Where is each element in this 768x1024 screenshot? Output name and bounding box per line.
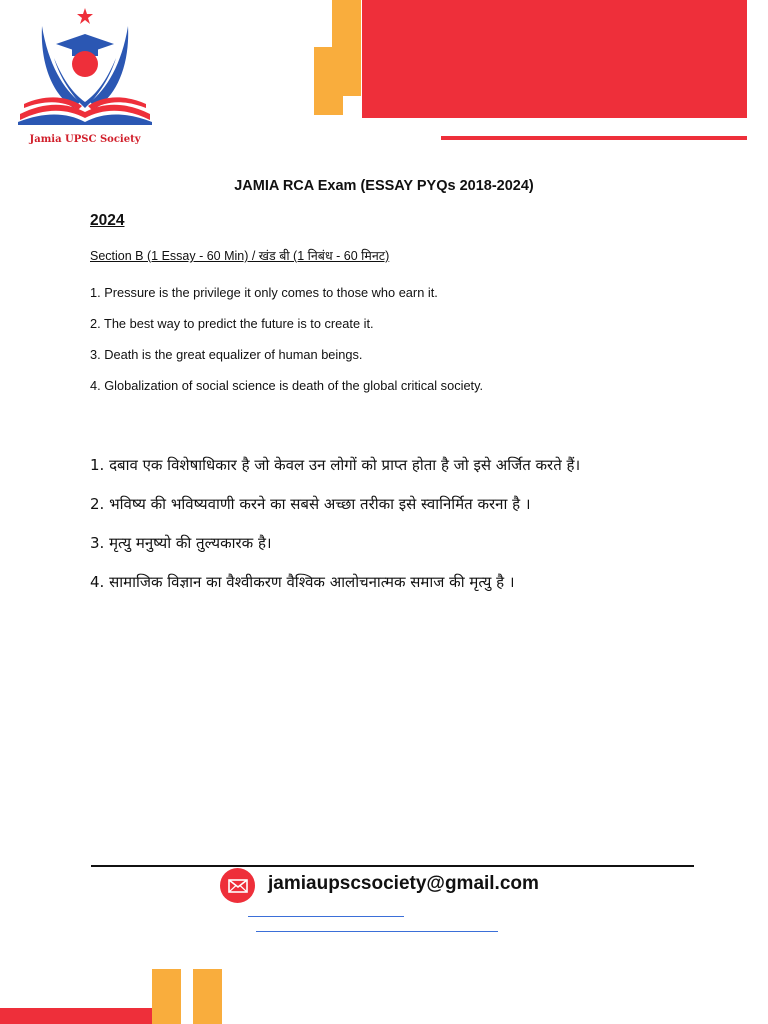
logo-star	[77, 8, 93, 24]
english-essay-list	[90, 284, 730, 408]
header-red-block	[362, 0, 747, 118]
footer-link-underline[interactable]	[248, 916, 404, 917]
hindi-essay-list	[90, 454, 730, 610]
footer-red-bar	[0, 1008, 152, 1024]
footer-divider	[91, 865, 694, 867]
english-essay-item: 3. Death is the great equalizer of human beings.	[90, 347, 363, 362]
english-essay-item: 4. Globalization of social science is death of the global critical society.	[90, 378, 484, 393]
society-logo	[14, 4, 162, 132]
envelope-glyph	[228, 879, 248, 893]
document-title: JAMIA RCA Exam (ESSAY PYQs 2018-2024)	[234, 178, 534, 194]
footer-link-underline[interactable]	[256, 931, 498, 932]
header-orange-bar-tall	[332, 0, 361, 96]
english-essay-item: 2. The best way to predict the future is to create it.	[90, 316, 374, 331]
contact-email[interactable]: jamiaupscsociety@gmail.com	[268, 873, 539, 894]
logo-caption: Jamia UPSC Society	[29, 134, 141, 145]
envelope-icon[interactable]	[220, 868, 255, 903]
section-heading: Section B (1 Essay - 60 Min) / खंड बी (1 निबंध - 60 मिनट)	[90, 249, 390, 263]
footer-orange-bar	[193, 969, 222, 1024]
hindi-essay-item: 3. मृत्यु मनुष्यो की तुल्यकारक है।	[90, 534, 272, 552]
hindi-essay-item: 4. सामाजिक विज्ञान का वैश्वीकरण वैश्विक आलोचनात्मक समाज की मृत्यु है ।	[90, 573, 515, 591]
year-heading: 2024	[90, 212, 125, 229]
header-red-line	[441, 136, 747, 140]
hindi-essay-item: 1. दबाव एक विशेषाधिकार है जो केवल उन लोगों को प्राप्त होता है जो इसे अर्जित करते हैं।	[90, 456, 581, 474]
english-essay-item: 1. Pressure is the privilege it only comes to those who earn it.	[90, 285, 438, 300]
hindi-essay-item: 2. भविष्य की भविष्यवाणी करने का सबसे अच्छा तरीका इसे स्वानिर्मित करना है ।	[90, 495, 531, 513]
footer-orange-bar	[152, 969, 181, 1024]
logo-head	[72, 51, 98, 77]
